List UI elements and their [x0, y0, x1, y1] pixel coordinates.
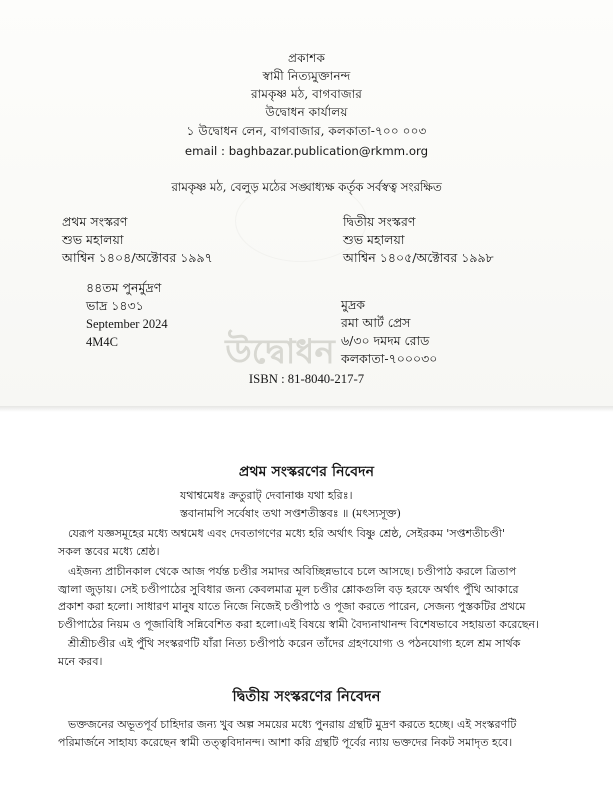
- publisher-email: email : baghbazar.publication@rkmm.org: [184, 144, 429, 158]
- paragraph-line: এইজন্য প্রাচীনকাল থেকে আজ পর্যন্ত চণ্ডীর সমাদর অবিচ্ছিন্নভাবে চলে আসছে। চণ্ডীপাঠ করলে ত্রিতাপ: [68, 565, 517, 578]
- second-edition-date: আশ্বিন ১৪০৫/অক্টোবর ১৯৯৮: [343, 250, 494, 265]
- verse-line-2: স্তবানামপি সর্বেষাং তথা সপ্তশতীস্তবঃ ॥ (মৎস্যসূক্ত): [180, 507, 401, 520]
- publisher-label: প্রকাশক: [288, 51, 325, 65]
- paragraph-line: মনে করব।: [58, 654, 103, 668]
- reprint-code: 4M4C: [86, 335, 118, 349]
- paragraph-line: ভক্তজনের অভূতপূর্ব চাহিদার জন্য খুব অল্প সময়ের মধ্যে পুনরায় গ্রন্থটি মুদ্রণ করতে হচ্ছে। এই সংস্করণটি: [68, 718, 517, 731]
- publisher-address: ১ উদ্বোধন লেন, বাগবাজার, কলকাতা-৭০০ ০০৩: [186, 124, 427, 138]
- first-preface-paragraph-1: [58, 525, 505, 560]
- publisher-logo-watermark: উদ্বোধন: [225, 332, 335, 372]
- publisher-org: রামকৃষ্ণ মঠ, বাগবাজার: [250, 87, 363, 101]
- rights-notice: রামকৃষ্ণ মঠ, বেলুড় মঠের সঙ্ঘাধ্যক্ষ কর্তৃক সর্বস্বত্ব সংরক্ষিত: [171, 180, 442, 194]
- second-edition-label: দ্বিতীয় সংস্করণ: [343, 214, 416, 229]
- first-edition-occasion: শুভ মহালয়া: [62, 232, 124, 247]
- second-edition-occasion: শুভ মহালয়া: [343, 232, 405, 247]
- verse-line-1: যথাশ্বমেধঃ ক্রতুরাট্ দেবানাঞ্চ যথা হরিঃ।: [180, 489, 353, 502]
- page-fold: [0, 406, 613, 412]
- publisher-office: উদ্বোধন কার্যালয়: [265, 105, 348, 119]
- paragraph-line: প্রকাশ করা হলো। সাধারণ মানুষ যাতে নিজে নিজেই চণ্ডীপাঠ ও পূজা করতে পারেন, সেজন্য পুস্তকটির প্রথমে: [58, 600, 526, 613]
- publisher-name: স্বামী নিত্যমুক্তানন্দ: [262, 69, 351, 83]
- second-preface-paragraph: [58, 716, 516, 751]
- isbn: ISBN : 81-8040-217-7: [248, 372, 365, 386]
- paragraph-line: সকল স্তবের মধ্যে শ্রেষ্ঠ।: [58, 544, 160, 558]
- paragraph-line: চণ্ডীপাঠের নিয়ম ও পূজাবিধি সন্নিবেশিত করা হলো।এই বিষয়ে স্বামী বৈদ্যনাথানন্দ বিশেষভাবে সহায়তা করেছেন।: [58, 617, 540, 631]
- second-preface-title: দ্বিতীয় সংস্করণের নিবেদন: [232, 688, 381, 705]
- first-preface-title: প্রথম সংস্করণের নিবেদন: [238, 464, 375, 480]
- reprint-label: ৪৪তম পুনর্মুদ্রণ: [86, 280, 162, 295]
- paragraph-line: শ্রীশ্রীচণ্ডীর এই পুঁথি সংস্করণটি যাঁরা নিত্য চণ্ডীপাঠ করেন তাঁদের গ্রহণযোগ্য ও পঠনযোগ্য হলে শ্রম সার্থক: [68, 637, 521, 650]
- first-preface-paragraph-2: [58, 563, 539, 633]
- paragraph-line: পরিমার্জনে সাহায্য করেছেন স্বামী তত্ত্ববিদানন্দ। আশা করি গ্রন্থটি পূর্বের ন্যায় ভক্তদের নিকট সমাদৃত হবে।: [58, 735, 513, 749]
- printer-label: মুদ্রক: [341, 297, 365, 312]
- reprint-month-bn: ভাদ্র ১৪৩১: [86, 298, 144, 313]
- first-preface-paragraph-3: [58, 635, 520, 670]
- first-edition-label: প্রথম সংস্করণ: [62, 214, 128, 229]
- first-edition-date: আশ্বিন ১৪০৪/অক্টোবর ১৯৯৭: [62, 250, 213, 265]
- paragraph-line: জ্বালা জুড়ায়। সেই চণ্ডীপাঠের সুবিধার জন্য কেবলমাত্র মূল চণ্ডীর শ্লোকগুলি বড় হরফে অর্থাৎ পুঁথি আকারে: [58, 582, 519, 596]
- printer-name: রমা আর্ট প্রেস: [341, 315, 411, 330]
- paragraph-line: যেরূপ যজ্ঞসমূহের মধ্যে অশ্বমেধ এবং দেবতাগণের মধ্যে হরি অর্থাৎ বিষ্ণু শ্রেষ্ঠ, সেইরকম 'সপ্তশতীচণ্ডী': [68, 527, 505, 540]
- printer-city: কলকাতা-৭০০০৩০: [341, 351, 438, 366]
- printer-street: ৬/৩০ দমদম রোড: [341, 333, 430, 348]
- reprint-month-en: September 2024: [86, 317, 168, 331]
